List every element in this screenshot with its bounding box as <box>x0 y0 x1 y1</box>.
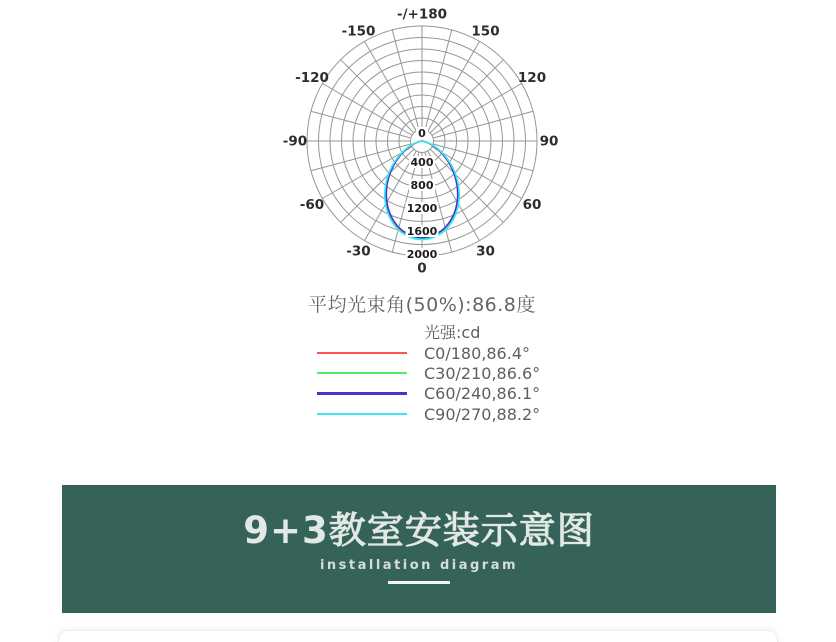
photometric-polar-chart <box>0 0 836 285</box>
angle-label--30: -30 <box>346 243 371 260</box>
banner-underline <box>388 581 450 584</box>
radial-label-800: 800 <box>410 179 434 192</box>
banner-title: 9+3教室安装示意图 <box>243 509 595 552</box>
next-section-card <box>58 630 778 642</box>
legend-label: C30/210,86.6° <box>424 363 541 383</box>
beam-angle-text: 平均光束角(50%):86.8度 <box>308 294 536 316</box>
legend-line-c0-icon <box>317 352 407 354</box>
angle-label-60: 60 <box>522 197 542 213</box>
angle-label-0: 0 <box>417 260 427 277</box>
radial-label-2000: 2000 <box>406 248 438 261</box>
chart-legend <box>317 323 540 424</box>
radial-label-1600: 1600 <box>406 225 438 238</box>
legend-label: C90/270,88.2° <box>424 404 541 424</box>
angle-label--60: -60 <box>299 197 325 213</box>
legend-label: C0/180,86.4° <box>424 343 530 363</box>
angle-label-90: 90 <box>539 133 559 150</box>
legend-row <box>317 404 540 424</box>
legend-label: C60/240,86.1° <box>424 384 541 404</box>
legend-line-c90-icon <box>317 413 407 415</box>
radial-label-1200: 1200 <box>406 202 438 215</box>
radial-label-400: 400 <box>410 156 434 169</box>
angle-label--120: -120 <box>295 70 329 86</box>
angle-label--/+180: -/+180 <box>396 6 448 23</box>
legend-title: 光强:cd <box>424 323 481 342</box>
section-banner <box>62 485 776 613</box>
radial-label-0: 0 <box>418 127 426 140</box>
angle-label--90: -90 <box>282 133 308 150</box>
banner-subtitle: installation diagram <box>319 558 519 573</box>
angle-label--150: -150 <box>341 23 376 40</box>
legend-row <box>317 384 540 404</box>
legend-line-c30-icon <box>317 372 407 374</box>
legend-row <box>317 343 540 363</box>
angle-label-120: 120 <box>517 70 547 86</box>
legend-line-c60-icon <box>317 392 407 395</box>
legend-row <box>317 363 540 383</box>
angle-label-30: 30 <box>476 243 495 260</box>
angle-label-150: 150 <box>471 23 500 40</box>
